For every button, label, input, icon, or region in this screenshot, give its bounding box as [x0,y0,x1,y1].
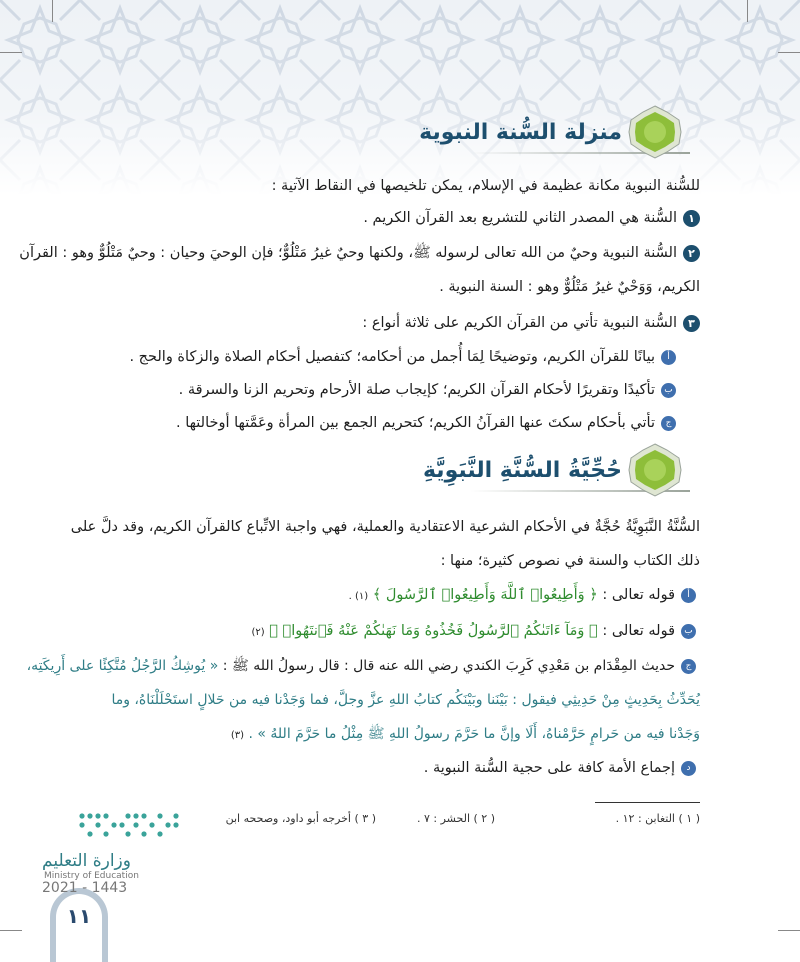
intro-paragraph: للسُّنة النبوية مكانة عظيمة في الإسلام، يمكن تلخيصها في النقاط الآتية : [271,178,700,194]
sub-list-item [104,380,676,400]
list-item [104,313,700,333]
number-circle: ٣ [683,315,700,332]
page-number: ١١ [66,904,92,928]
letter-circle: أ [661,350,676,365]
evidence-prefix: قوله تعالى : [602,623,675,639]
quran-verse: ﴿ وَمَآ ءَاتَىٰكُمُ ٱلرَّسُولُ فَخُذُوهُ وَمَا نَهَىٰكُمْ عَنْهُ فَٱنتَهُوا۟ ﴾ [269,623,598,639]
crop-mark [30,0,53,22]
hadith-text: « يُوشِكُ الرَّجُلُ مُتَّكِئًا على أَرِيكَتِه، [26,658,219,674]
hadith-text: وَجَدْنا فيه من حَرامٍ حَرَّمْناهُ، أَلَا وإنَّ ما حَرَّمَ رسولُ اللهِ ﷺ مِثْلُ ما حَرَّمَ اللهُ » . [248,726,700,742]
section-title: منزلة السُّنة النبوية [419,119,622,145]
list-item [104,208,700,228]
letter-circle: ج [681,659,696,674]
sub-list-item [104,585,696,607]
crop-mark [778,930,800,953]
letter-circle: د [681,761,696,776]
letter-circle: ب [661,383,676,398]
crop-mark [747,0,770,22]
header-pattern [0,0,800,195]
intro-paragraph-continuation: ذلك الكتاب والسنة في نصوص كثيرة؛ منها : [440,553,700,569]
section-heading [423,446,682,494]
footnote-ref: (١) . [348,591,369,602]
crop-mark [0,30,22,53]
number-circle: ١ [683,210,700,227]
list-item-continuation: الكريم، وَوَحْيٌ غيرُ مَتْلُوٌّ وهو : السنة النبوية . [439,279,700,295]
edition-year: 2021 - 1443 [42,880,128,896]
list-item-text: السُّنة النبوية وحيٌ من الله تعالى لرسوله ﷺ، ولكنها وحيٌ غيرُ مَتْلُوٌّ؛ فإن الوحيَ وحيان : وحيٌ مَتْلُوٌّ وهو : القرآن [19,245,677,261]
publisher-name-ar: وزارة التعليم [42,851,131,871]
sub-list-item [104,347,676,367]
evidence-prefix: قوله تعالى : [602,587,675,603]
letter-circle: أ [681,588,696,603]
sub-list-item [104,413,676,433]
sub-list-item [104,621,696,643]
crop-mark [778,30,800,53]
crop-mark [0,930,22,953]
sub-list-item-text: إجماع الأمة كافة على حجية السُّنة النبوية . [423,760,675,776]
sub-list-item-text: تأتي بأحكام سكتَ عنها القرآنُ الكريم؛ كتحريم الجمع بين المرأة وعَمَّتها أوخالتها . [175,415,655,431]
octagon-badge-icon [628,105,682,159]
hadith-line [104,724,700,746]
evidence-prefix: حديث المِقْدَام بن مَعْدِي كَرِبَ الكندي رضي الله عنه قال : قال رسولُ الله ﷺ : [222,658,675,674]
footnote: ( ٢ ) الحشر : ٧ . [416,812,495,825]
letter-circle: ب [681,624,696,639]
ministry-logo-icon [76,810,186,840]
footnote-divider [595,802,700,803]
footnote-ref: (٢) [251,627,265,638]
sub-list-item-text: بيانًا للقرآن الكريم، وتوضيحًا لِمَا أُجمل من أحكامه؛ كتفصيل أحكام الصلاة والزكاة والحج . [129,349,655,365]
footnote-ref: (٣) [230,730,245,741]
sub-list-item [104,758,696,778]
sub-list-item-text: تأكيدًا وتقريرًا لأحكام القرآن الكريم؛ كإيجاب صلة الأرحام وتحريم الزنا والسرقة . [178,382,655,398]
quran-verse: ﴿ وَأَطِيعُوا۟ ٱللَّهَ وَأَطِيعُوا۟ ٱلرَّسُولَ ﴾ [372,587,598,603]
letter-circle: ج [661,416,676,431]
intro-paragraph: السُّنَّةُ النَّبَوِيَّةُ حُجَّةٌ في الأحكام الشرعية الاعتقادية والعملية، فهي واجبة الاتِّباع كالقرآن الكريم، وقد دلَّ على [70,519,700,535]
footnote: ( ١ ) التغابن : ١٢ . [615,812,700,825]
number-circle: ٢ [683,245,700,262]
footnote: ( ٣ ) أخرجه أبو داود، وصححه ابن [225,812,376,825]
list-item-text: السُّنة النبوية تأتي من القرآن الكريم على ثلاثة أنواع : [362,315,677,331]
section-title: حُجِّيَّةُ السُّنَّةِ النَّبَوِيَّةِ [422,457,622,483]
section-heading [419,108,682,156]
list-item [19,243,700,263]
sub-list-item [26,656,696,676]
publisher-name-en: Ministry of Education [44,871,139,881]
list-item-text: السُّنة هي المصدر الثاني للتشريع بعد القرآن الكريم . [363,210,677,226]
hadith-text: يُحَدِّثُ بِحَدِيثٍ مِنْ حَدِيثِي فيقول : بَيْنَنا وبَيْنَكُم كتابُ اللهِ عزَّ وجلَّ، فما وَجَدْنا فيه من حَلالٍ استَحْلَلْنَاهُ، وما [111,692,700,708]
octagon-badge-icon [628,443,682,497]
